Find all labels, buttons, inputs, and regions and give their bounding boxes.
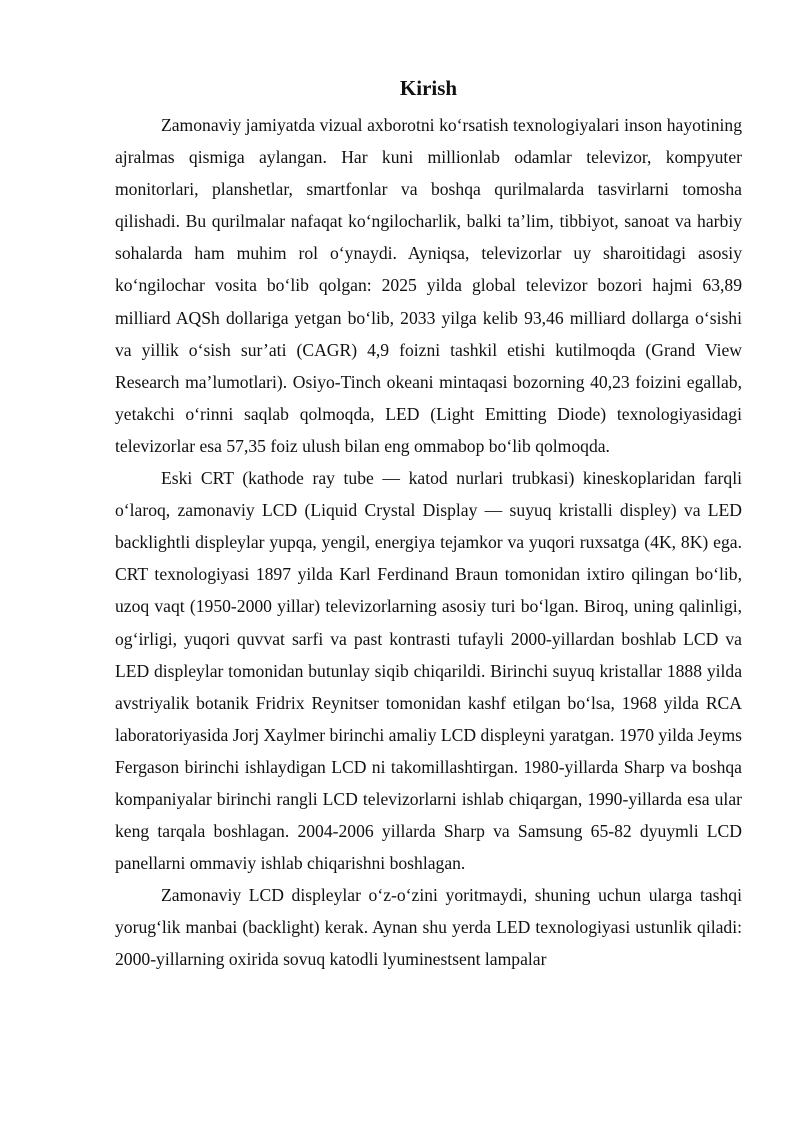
paragraph-2: Eski CRT (kathode ray tube — katod nurlari trubkasi) kineskoplaridan farqli o‘laroq, zamonaviy LCD (Liquid Crystal Display — suyuq kristalli displey) va LED backlightli displeylar yupqa, yengil, energiya tejamkor va yuqori ruxsatga (4K, 8K) ega. CRT texnologiyasi 1897 yilda Karl Ferdinand Braun tomonidan ixtiro qilingan bo‘lib, uzoq vaqt (1950-2000 yillar) televizorlarning asosiy turi bo‘lgan. Biroq, uning qalinligi, og‘irligi, yuqori quvvat sarfi va past kontrasti tufayli 2000-yillardan boshlab LCD va LED displeylar tomonidan butunlay siqib chiqarildi. Birinchi suyuq kristallar 1888 yilda avstriyalik botanik Fridrix Reynitser tomonidan kashf etilgan bo‘lsa, 1968 yilda RCA laboratoriyasida Jorj Xaylmer birinchi amaliy LCD displeyni yaratgan. 1970 yilda Jeyms Fergason birinchi ishlaydigan LCD ni takomillashtirgan. 1980-yillarda Sharp va boshqa kompaniyalar birinchi rangli LCD televizorlarni ishlab chiqargan, 1990-yillarda esa ular keng tarqala boshlagan. 2004-2006 yillarda Sharp va Samsung 65-82 dyuymli LCD panellarni ommaviy ishlab chiqarishni boshlagan. xyxy=(115,468,742,874)
page-content xyxy=(115,74,742,976)
page-title: Kirish xyxy=(399,76,458,100)
paragraph-1: Zamonaviy jamiyatda vizual axborotni ko‘rsatish texnologiyalari inson hayotining ajralmas qismiga aylangan. Har kuni millionlab odamlar televizor, kompyuter monitorlari, planshetlar, smartfonlar va boshqa qurilmalarda tasvirlarni tomosha qilishadi. Bu qurilmalar nafaqat ko‘ngilocharlik, balki ta’lim, tibbiyot, sanoat va harbiy sohalarda ham muhim rol o‘ynaydi. Ayniqsa, televizorlar uy sharoitidagi asosiy ko‘ngilochar vosita bo‘lib qolgan: 2025 yilda global televizor bozori hajmi 63,89 milliard AQSh dollariga yetgan bo‘lib, 2033 yilga kelib 93,46 milliard dollarga o‘sishi va yillik o‘sish sur’ati (CAGR) 4,9 foizni tashkil etishi kutilmoqda (Grand View Research ma’lumotlari). Osiyo-Tinch okeani mintaqasi bozorning 40,23 foizini egallab, yetakchi o‘rinni saqlab qolmoqda, LED (Light Emitting Diode) texnologiyasidagi televizorlar esa 57,35 foiz ulush bilan eng ommabop bo‘lib qolmoqda. xyxy=(115,115,742,456)
paragraph-3: Zamonaviy LCD displeylar o‘z-o‘zini yoritmaydi, shuning uchun ularga tashqi yorug‘lik manbai (backlight) kerak. Aynan shu yerda LED texnologiyasi ustunlik qiladi: 2000-yillarning oxirida sovuq katodli lyuminestsent lampalar xyxy=(115,885,742,970)
